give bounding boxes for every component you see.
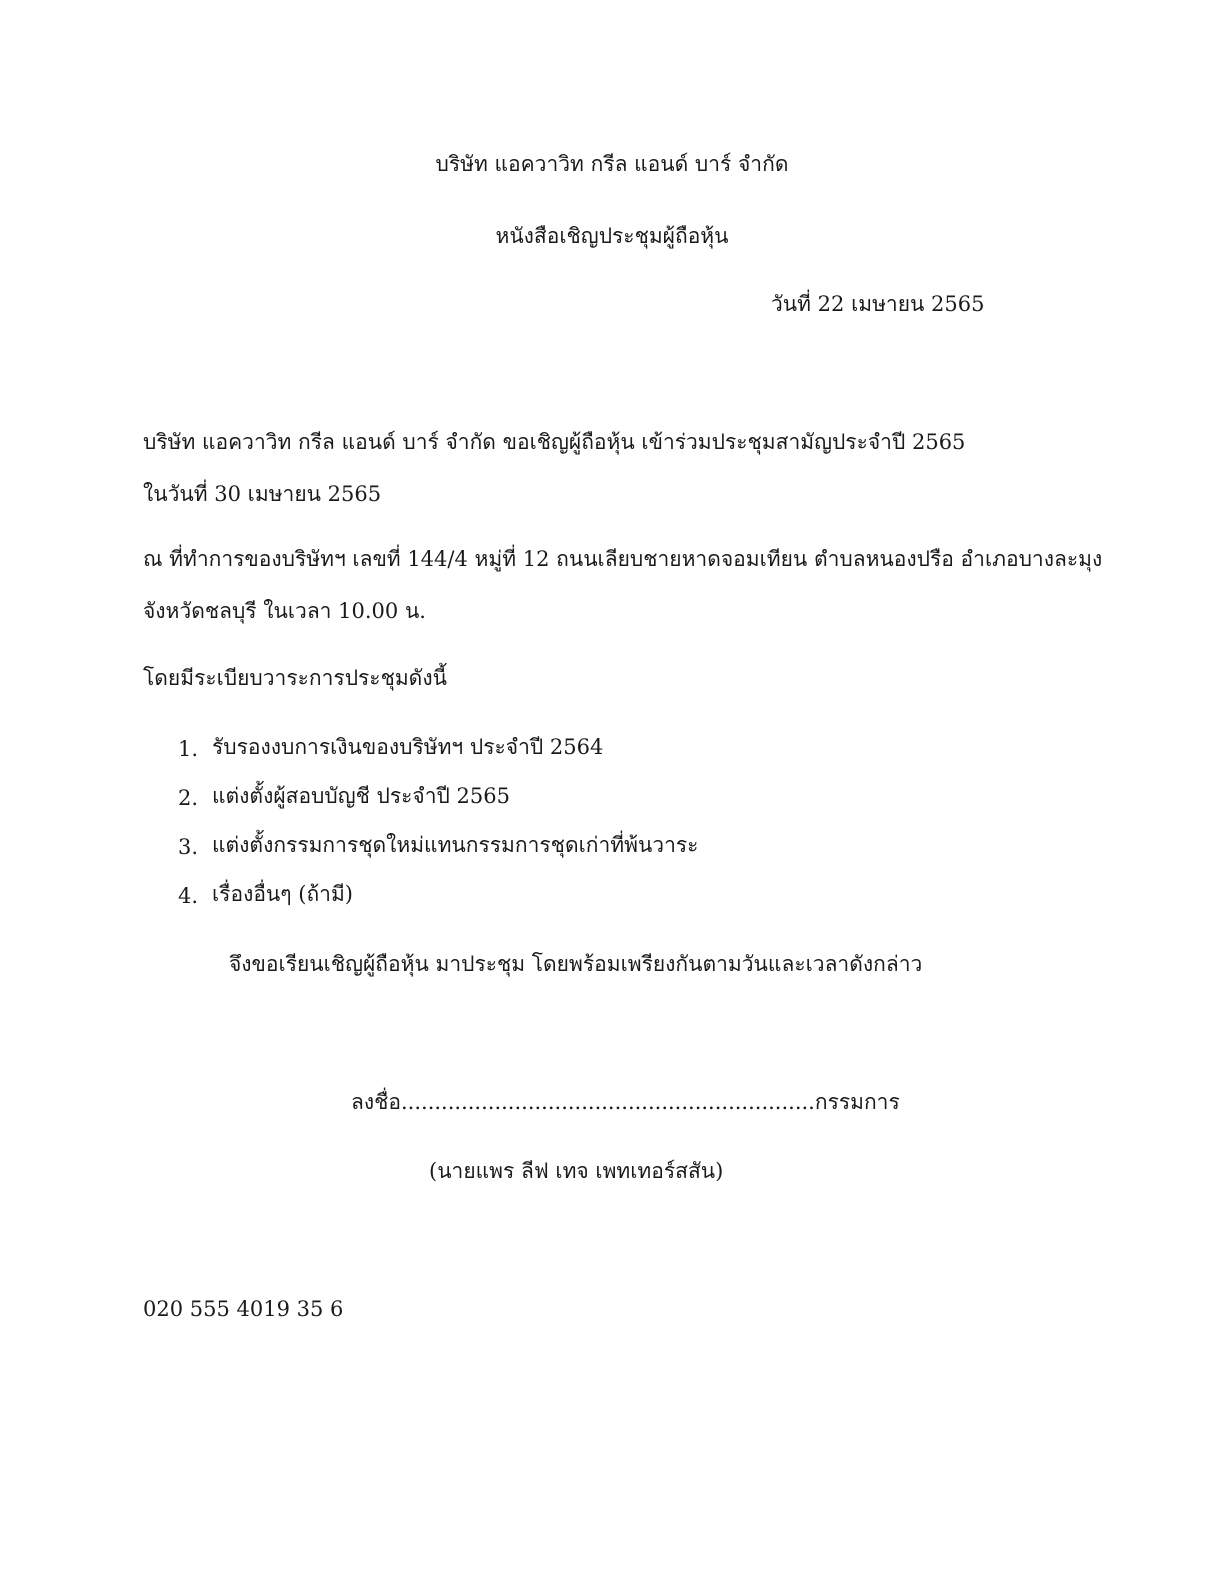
- document-title: หนังสือเชิญประชุมผู้ถือหุ้น: [495, 224, 729, 248]
- agenda-item-text: แต่งตั้งผู้สอบบัญชี ประจำปี 2565: [212, 784, 510, 808]
- registration-number: 020 555 4019 35 6: [143, 1297, 344, 1321]
- agenda-item-number: 1.: [178, 737, 199, 761]
- agenda-item-text: เรื่องอื่นๆ (ถ้ามี): [212, 882, 353, 906]
- agenda-item-number: 3.: [178, 835, 199, 859]
- company-name: บริษัท แอควาวิท กรีล แอนด์ บาร์ จำกัด: [435, 152, 789, 176]
- agenda-item-text: รับรองงบการเงินของบริษัทฯ ประจำปี 2564: [212, 735, 604, 759]
- agenda-item-number: 4.: [178, 884, 199, 908]
- closing-statement: จึงขอเรียนเชิญผู้ถือหุ้น มาประชุม โดยพร้อมเพรียงกันตามวันและเวลาดังกล่าว: [229, 952, 923, 976]
- document-date: วันที่ 22 เมษายน 2565: [771, 292, 985, 316]
- location-line-2: จังหวัดชลบุรี ในเวลา 10.00 น.: [143, 599, 426, 623]
- location-line-1: ณ ที่ทำการของบริษัทฯ เลขที่ 144/4 หมู่ที่ 12 ถนนเลียบชายหาดจอมเทียน ตำบลหนองปรือ อำเภอบางละมุง: [143, 547, 1103, 571]
- intro-line-1: บริษัท แอควาวิท กรีล แอนด์ บาร์ จำกัด ขอเชิญผู้ถือหุ้น เข้าร่วมประชุมสามัญประจำปี 2565: [143, 430, 966, 454]
- agenda-item-number: 2.: [178, 786, 199, 810]
- intro-line-2: ในวันที่ 30 เมษายน 2565: [143, 482, 382, 506]
- signature-line: ลงชื่อ..............................................................กรรมการ: [351, 1090, 900, 1114]
- agenda-item-text: แต่งตั้งกรรมการชุดใหม่แทนกรรมการชุดเก่าที่พ้นวาระ: [212, 833, 699, 857]
- signer-name: (นายแพร ลีฟ เทจ เพทเทอร์สสัน): [429, 1159, 724, 1183]
- agenda-intro: โดยมีระเบียบวาระการประชุมดังนี้: [143, 666, 447, 690]
